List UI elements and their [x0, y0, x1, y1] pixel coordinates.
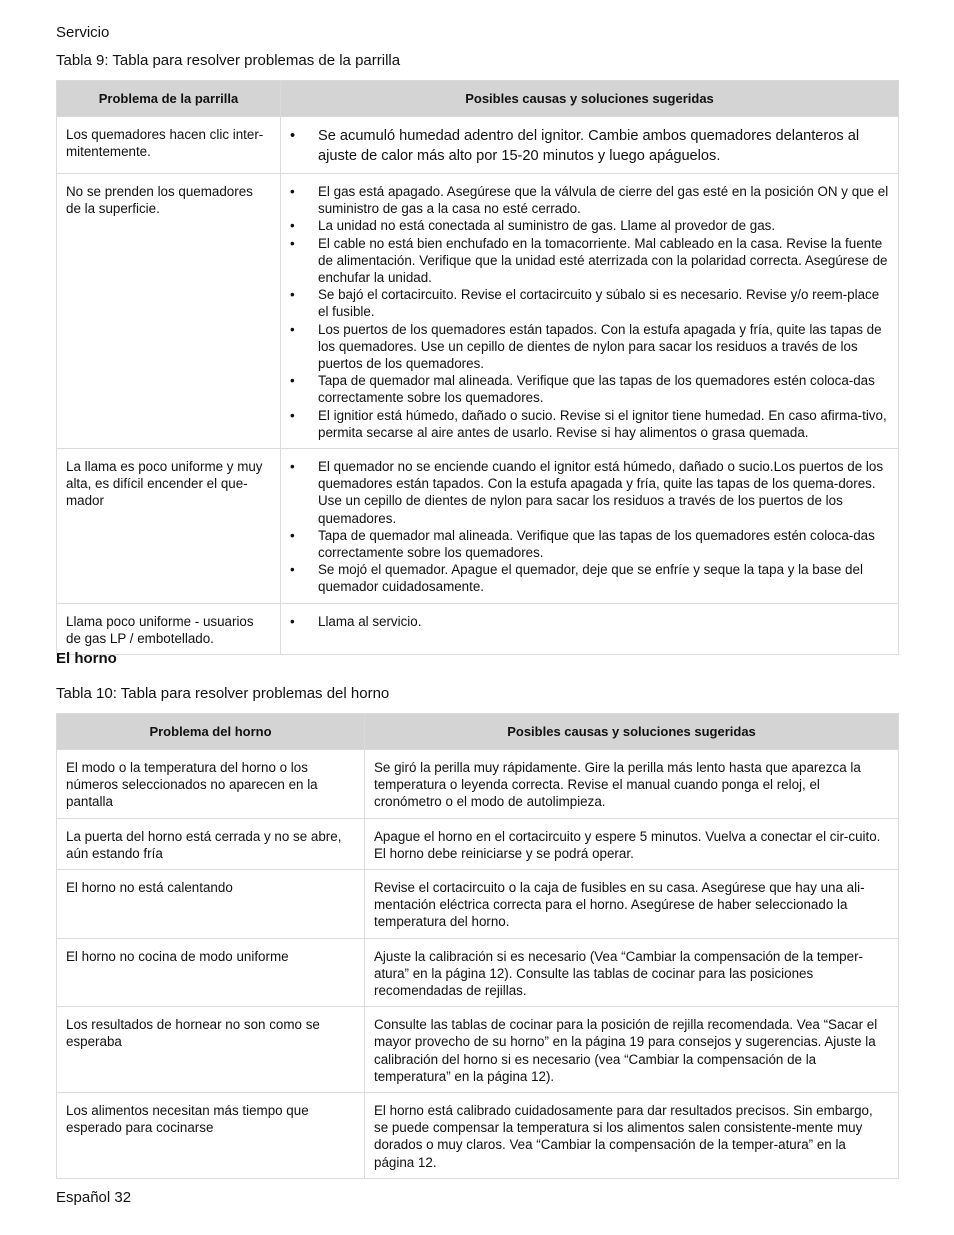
solution-cell: Apague el horno en el cortacircuito y espere 5 minutos. Vuelva a conectar el cir-cuito. El horno debe reiniciarse y se podrá operar. [365, 818, 899, 869]
solution-cell: Consulte las tablas de cocinar para la posición de rejilla recomendada. Vea “Sacar el mayor provecho de su horno” en la página 19 para consejos y sugerencias. Ajuste la calibración del horno si es necesario (vea “Cambiar la compensación de la temperatura” en la página 12). [365, 1007, 899, 1093]
problem-cell: Llama poco uniforme - usuarios de gas LP / embotellado. [57, 603, 281, 654]
table9-caption: Tabla 9: Tabla para resolver problemas de la parrilla [56, 52, 401, 69]
solution-text: El gas está apagado. Asegúrese que la válvula de cierre del gas esté en la posición ON y que el suministro de gas a la casa no esté cerrado. [318, 184, 889, 217]
solution-text: El ignitior está húmedo, dañado o sucio. Revise si el ignitor tiene humedad. En caso afirma-tivo, permita secarse al aire antes de usarlo. Revise si hay alimentos o grasa quemada. [318, 407, 887, 440]
table-row [57, 603, 899, 654]
column-header-solutions: Posibles causas y soluciones sugeridas [281, 81, 899, 117]
solution-text: El quemador no se enciende cuando el ignitor está húmedo, dañado o sucio.Los puertos de los quemadores están tapados. Con la estufa apagada y fría, quite las tapas de los quema-dores. Use un cepillo de dientes de nylon para sacar los residuos a través de los puertos de los quemadores. [318, 459, 884, 526]
list-item: • El ignitior está húmedo, dañado o sucio. Revise si el ignitor tiene humedad. En caso afirma-tivo, permita secarse al aire antes de usarlo. Revise si hay alimentos o grasa quemada. [290, 407, 887, 440]
table-header-row [57, 714, 899, 750]
problem-cell: El modo o la temperatura del horno o los números seleccionados no aparecen en la pantalla [57, 750, 365, 819]
solutions-cell [281, 174, 899, 449]
table-row [57, 117, 899, 174]
solution-text: Los puertos de los quemadores están tapados. Con la estufa apagada y fría, quite las tapas de los quemadores. Use un cepillo de dientes de nylon para sacar los residuos a través de los puertos de los quemadores. [318, 321, 882, 372]
table-row [57, 1093, 899, 1179]
solutions-list [290, 613, 889, 630]
list-item: • Llama al servicio. [290, 613, 422, 629]
solution-text: Se bajó el cortacircuito. Revise el cortacircuito y súbalo si es necesario. Revise y/o reem-place el fusible. [318, 287, 880, 320]
table-row [57, 750, 899, 819]
solutions-cell [281, 117, 899, 174]
table-header-row [57, 81, 899, 117]
solution-cell: Revise el cortacircuito o la caja de fusibles en su casa. Asegúrese que hay una ali-mentación eléctrica correcta para el horno. Asegúrese de haber seleccionado la temperatura del horno. [365, 870, 899, 939]
table-row [57, 449, 899, 604]
problem-cell: La llama es poco uniforme y muy alta, es difícil encender el que-mador [57, 449, 281, 604]
solution-text: El cable no está bien enchufado en la tomacorriente. Mal cableado en la casa. Revise la fuente de alimentación. Verifique que la unidad esté aterrizada con la polaridad correcta. Asegúrese de enchufar la unidad. [318, 235, 888, 286]
column-header-problem: Problema de la parrilla [57, 81, 281, 117]
problem-cell: El horno no cocina de modo uniforme [57, 938, 365, 1007]
table-row [57, 938, 899, 1007]
solutions-cell [281, 449, 899, 604]
page-section-label: Servicio [56, 24, 110, 41]
table-row [57, 1007, 899, 1093]
table-row [57, 174, 899, 449]
solution-text: Tapa de quemador mal alineada. Verifique que las tapas de los quemadores estén coloca-das correctamente sobre los quemadores. [318, 527, 875, 561]
oven-section-title: El horno [56, 650, 117, 667]
table10-caption: Tabla 10: Tabla para resolver problemas del horno [56, 685, 390, 702]
solution-cell: Ajuste la calibración si es necesario (Vea “Cambiar la compensación de la temper-atura” en la página 12). Consulte las tablas de cocinar para las posiciones recomendadas de rejillas. [365, 938, 899, 1007]
solution-cell: El horno está calibrado cuidadosamente para dar resultados precisos. Sin embargo, se puede compensar la temperatura si los alimentos salen consistente-mente muy dorados o muy claros. Vea “Cambiar la compensación de la temper-atura” en la página 12. [365, 1093, 899, 1179]
page-footer: Español 32 [56, 1189, 132, 1206]
table-row [57, 818, 899, 869]
list-item: • Tapa de quemador mal alineada. Verifique que las tapas de los quemadores estén coloca-das correctamente sobre los quemadores. [290, 527, 875, 561]
list-item: • El quemador no se enciende cuando el ignitor está húmedo, dañado o sucio.Los puertos de los quemadores están tapados. Con la estufa apagada y fría, quite las tapas de los quema-dores. Use un cepillo de dientes de nylon para sacar los residuos a través de los puertos de los quemadores. [290, 459, 884, 526]
list-item: • El gas está apagado. Asegúrese que la válvula de cierre del gas esté en la posición ON y que el suministro de gas a la casa no esté cerrado. [290, 184, 889, 217]
solution-text: La unidad no está conectada al suministro de gas. Llame al provedor de gas. [318, 218, 776, 234]
table-row [57, 870, 899, 939]
list-item: • La unidad no está conectada al suministro de gas. Llame al provedor de gas. [290, 218, 776, 234]
problem-cell: La puerta del horno está cerrada y no se abre, aún estando fría [57, 818, 365, 869]
solutions-list [290, 183, 889, 441]
solution-cell: Se giró la perilla muy rápidamente. Gire la perilla más lento hasta que aparezca la temperatura o leyenda correcta. Revise el manual cuando ponga el reloj, el cronómetro o el modo de autolimpieza. [365, 750, 899, 819]
solution-text: Llama al servicio. [318, 613, 422, 629]
grill-troubleshooting-table [56, 80, 899, 655]
problem-cell: No se prenden los quemadores de la superficie. [57, 174, 281, 449]
solution-text: Se acumuló humedad adentro del ignitor. Cambie ambos quemadores delanteros al ajuste de calor más alto por 15-20 minutos y luego apáguelos. [318, 128, 860, 164]
solution-text: Se mojó el quemador. Apague el quemador, deje que se enfríe y seque la tapa y la base del quemador cuidadosamente. [318, 562, 863, 595]
problem-cell: Los alimentos necesitan más tiempo que esperado para cocinarse [57, 1093, 365, 1179]
solutions-cell [281, 603, 899, 654]
list-item: • El cable no está bien enchufado en la tomacorriente. Mal cableado en la casa. Revise la fuente de alimentación. Verifique que la unidad esté aterrizada con la polaridad correcta. Asegúrese de enchufar la unidad. [290, 235, 888, 286]
list-item: • Se mojó el quemador. Apague el quemador, deje que se enfríe y seque la tapa y la base del quemador cuidadosamente. [290, 562, 863, 595]
solutions-list [290, 126, 889, 166]
list-item: • Se bajó el cortacircuito. Revise el cortacircuito y súbalo si es necesario. Revise y/o reem-place el fusible. [290, 287, 880, 320]
solutions-list [290, 458, 889, 596]
problem-cell: El horno no está calentando [57, 870, 365, 939]
problem-cell: Los resultados de hornear no son como se esperaba [57, 1007, 365, 1093]
problem-cell: Los quemadores hacen clic inter-mitentemente. [57, 117, 281, 174]
column-header-problem: Problema del horno [57, 714, 365, 750]
list-item: • Los puertos de los quemadores están tapados. Con la estufa apagada y fría, quite las tapas de los quemadores. Use un cepillo de dientes de nylon para sacar los residuos a través de los puertos de los quemadores. [290, 321, 882, 372]
list-item: • Se acumuló humedad adentro del ignitor. Cambie ambos quemadores delanteros al ajuste de calor más alto por 15-20 minutos y luego apáguelos. [290, 128, 860, 164]
solution-text: Tapa de quemador mal alineada. Verifique que las tapas de los quemadores estén coloca-das correctamente sobre los quemadores. [318, 373, 875, 406]
list-item: • Tapa de quemador mal alineada. Verifique que las tapas de los quemadores estén coloca-das correctamente sobre los quemadores. [290, 373, 875, 406]
column-header-solutions: Posibles causas y soluciones sugeridas [365, 714, 899, 750]
oven-troubleshooting-table [56, 713, 899, 1179]
